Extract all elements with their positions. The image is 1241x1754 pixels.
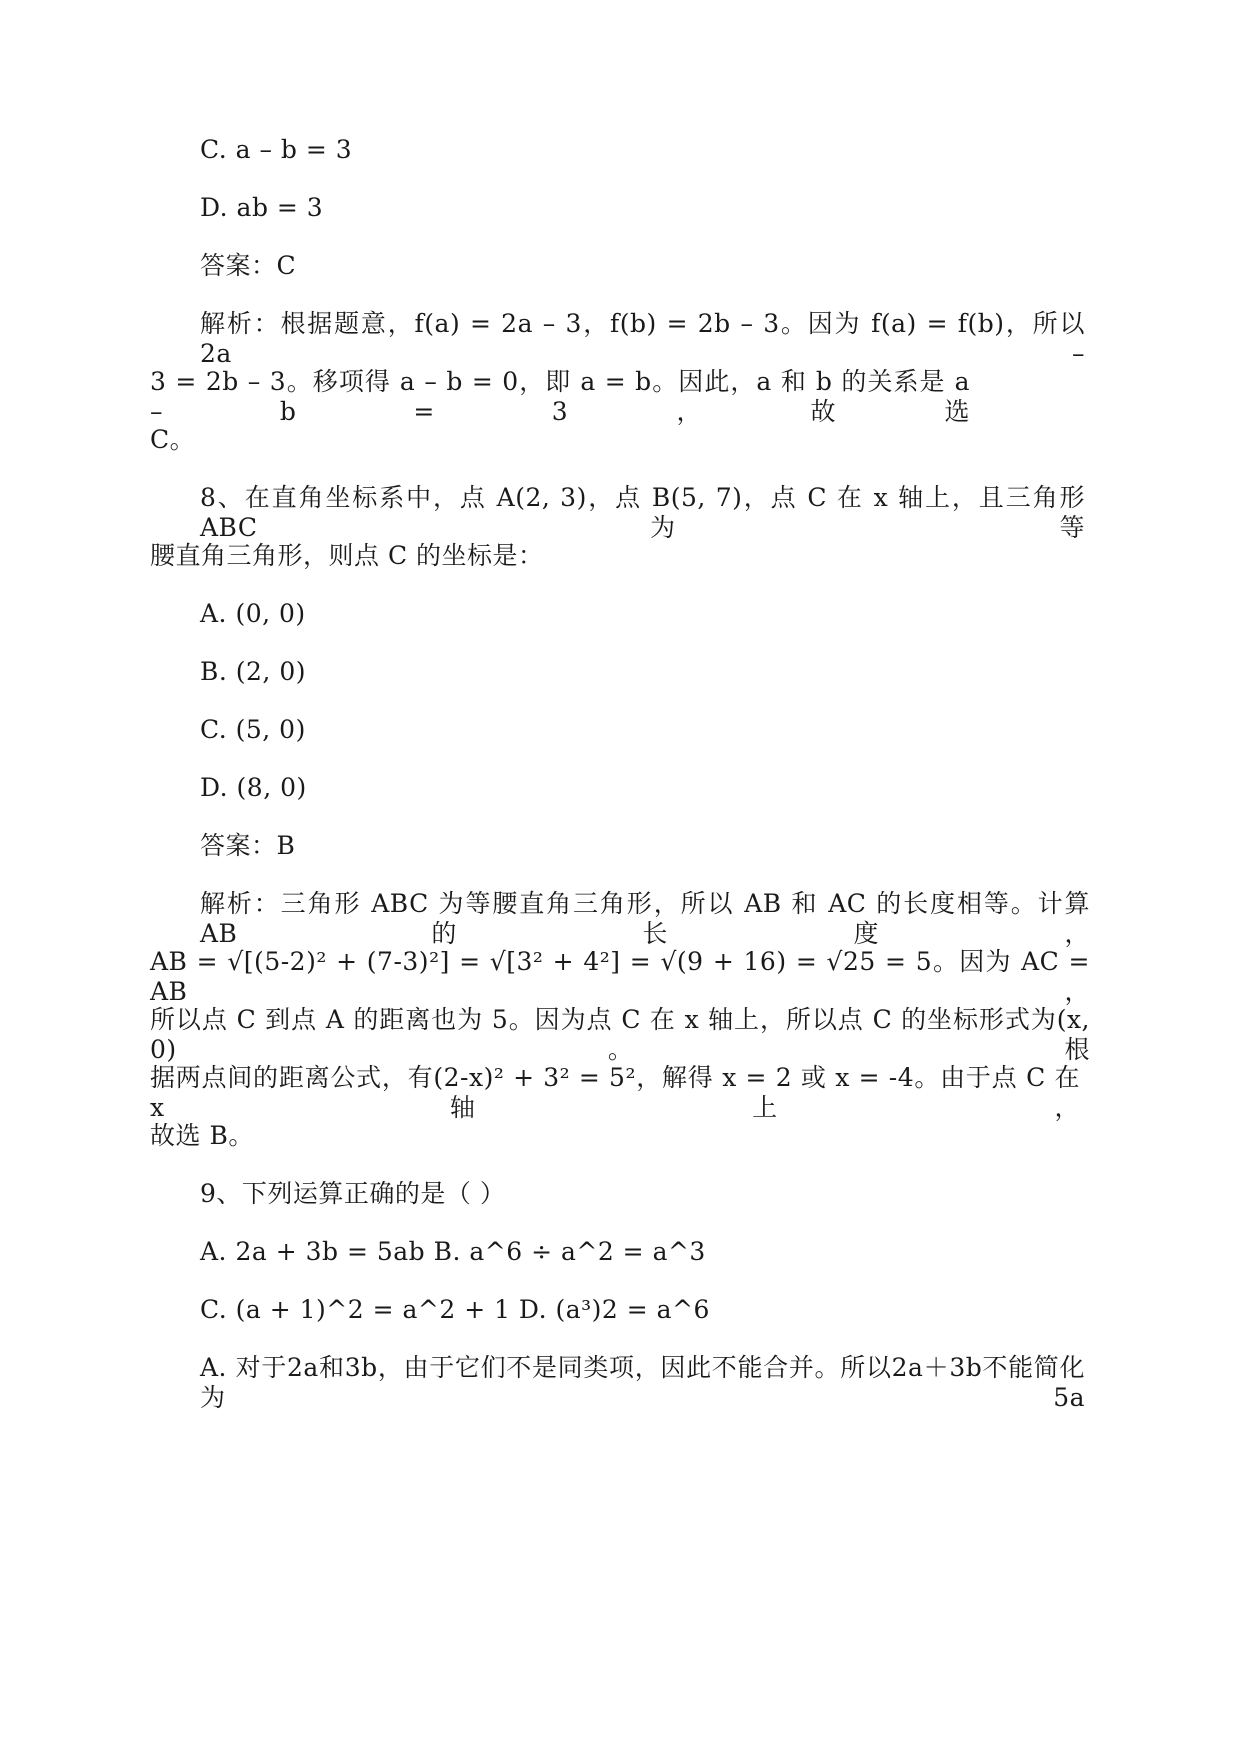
q8-analysis-line-1: 解析：三角形 ABC 为等腰直角三角形，所以 AB 和 AC 的长度相等。计算 AB 的长度， [200,889,1090,948]
q8-stem-line-1: 8、在直角坐标系中，点 A(2, 3)，点 B(5, 7)，点 C 在 x 轴上，且三角形 ABC 为等 [200,483,1085,542]
q9-stem: 9、下列运算正确的是（ ） [200,1179,506,1208]
q7-option-d: D. ab = 3 [200,193,324,222]
q7-option-c: C. a – b = 3 [200,135,353,164]
q8-stem-line-2: 腰直角三角形，则点 C 的坐标是： [150,541,544,570]
q7-answer: 答案：C [200,251,297,280]
q8-analysis-line-3: 所以点 C 到点 A 的距离也为 5。因为点 C 在 x 轴上，所以点 C 的坐标形式为(x, 0)。根 [150,1005,1090,1064]
q8-option-b: B. (2, 0) [200,657,306,686]
q7-analysis-line-1: 解析：根据题意，f(a) = 2a – 3，f(b) = 2b – 3。因为 f(a) = f(b)，所以 2a – [200,309,1085,368]
q7-analysis-line-3: C。 [150,425,196,454]
q7-analysis-line-2: 3 = 2b – 3。移项得 a – b = 0，即 a = b。因此，a 和 b 的关系是 a – b = 3，故选 [150,367,970,426]
q8-option-c: C. (5, 0) [200,715,306,744]
q8-answer: 答案：B [200,831,296,860]
q9-options-line-1: A. 2a + 3b = 5ab B. a^6 ÷ a^2 = a^3 [200,1237,706,1266]
q8-analysis-line-4: 据两点间的距离公式，有(2-x)² + 3² = 5²，解得 x = 2 或 x = -4。由于点 C 在 x 轴上， [150,1063,1080,1122]
q8-option-d: D. (8, 0) [200,773,307,802]
q8-analysis-line-5: 故选 B。 [150,1121,254,1150]
q9-options-line-2: C. (a + 1)^2 = a^2 + 1 D. (a³)2 = a^6 [200,1295,710,1324]
q8-analysis-line-2: AB = √[(5-2)² + (7-3)²] = √[3² + 4²] = √(9 + 16) = √25 = 5。因为 AC = AB， [150,947,1090,1006]
q9-explanation-line-1: A. 对于2a和3b，由于它们不是同类项，因此不能合并。所以2a＋3b不能简化为5a [200,1353,1085,1412]
q8-option-a: A. (0, 0) [200,599,306,628]
